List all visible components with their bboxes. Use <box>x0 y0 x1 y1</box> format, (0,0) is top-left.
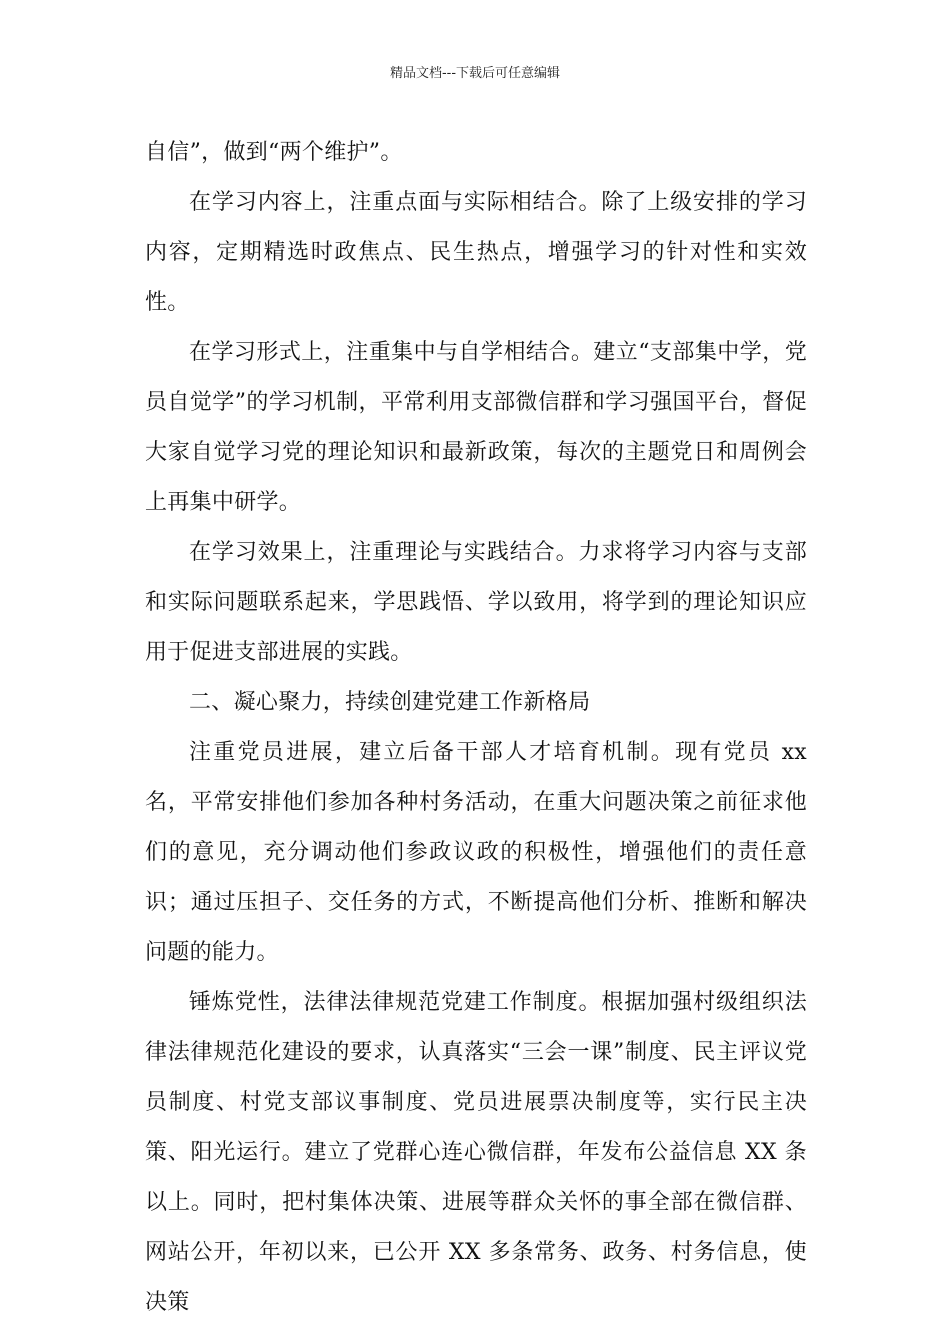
paragraph-study-content: 在学习内容上，注重点面与实际相结合。除了上级安排的学习内容，定期精选时政焦点、民生热点，增强学习的针对性和实效性。 <box>145 190 807 315</box>
paragraph-continuation: 自信”，做到“两个维护”。 <box>145 140 403 165</box>
paragraph-study-form: 在学习形式上，注重集中与自学相结合。建立“支部集中学，党员自觉学”的学习机制，平常利用支部微信群和学习强国平台，督促大家自觉学习党的理论知识和最新政策，每次的主题党日和周例会上再集中研学。 <box>145 340 807 515</box>
paragraph-party-spirit: 锤炼党性，法律法律规范党建工作制度。根据加强村级组织法律法律规范化建设的要求，认真落实“三会一课”制度、民主评议党员制度、村党支部议事制度、党员进展票决制度等，实行民主决策、阳光运行。建立了党群心连心微信群，年发布公益信息 XX 条以上。同时，把村集体决策、进展等群众关怀的事全部在微信群、网站公开，年初以来，已公开 XX 多条常务、政务、村务信息，使决策 <box>145 990 807 1315</box>
paragraph-member-development: 注重党员进展，建立后备干部人才培育机制。现有党员 xx 名，平常安排他们参加各种村务活动，在重大问题决策之前征求他们的意见，充分调动他们参政议政的积极性，增强他们的责任意识；通过压担子、交任务的方式，不断提高他们分析、推断和解决问题的能力。 <box>145 740 807 965</box>
page-header: 精品文档---下载后可任意编辑 <box>389 66 561 81</box>
document-body <box>145 128 807 1328</box>
section-heading: 二、凝心聚力，持续创建党建工作新格局 <box>189 690 591 715</box>
paragraph-study-effect: 在学习效果上，注重理论与实践结合。力求将学习内容与支部和实际问题联系起来，学思践悟、学以致用，将学到的理论知识应用于促进支部进展的实践。 <box>145 540 807 665</box>
